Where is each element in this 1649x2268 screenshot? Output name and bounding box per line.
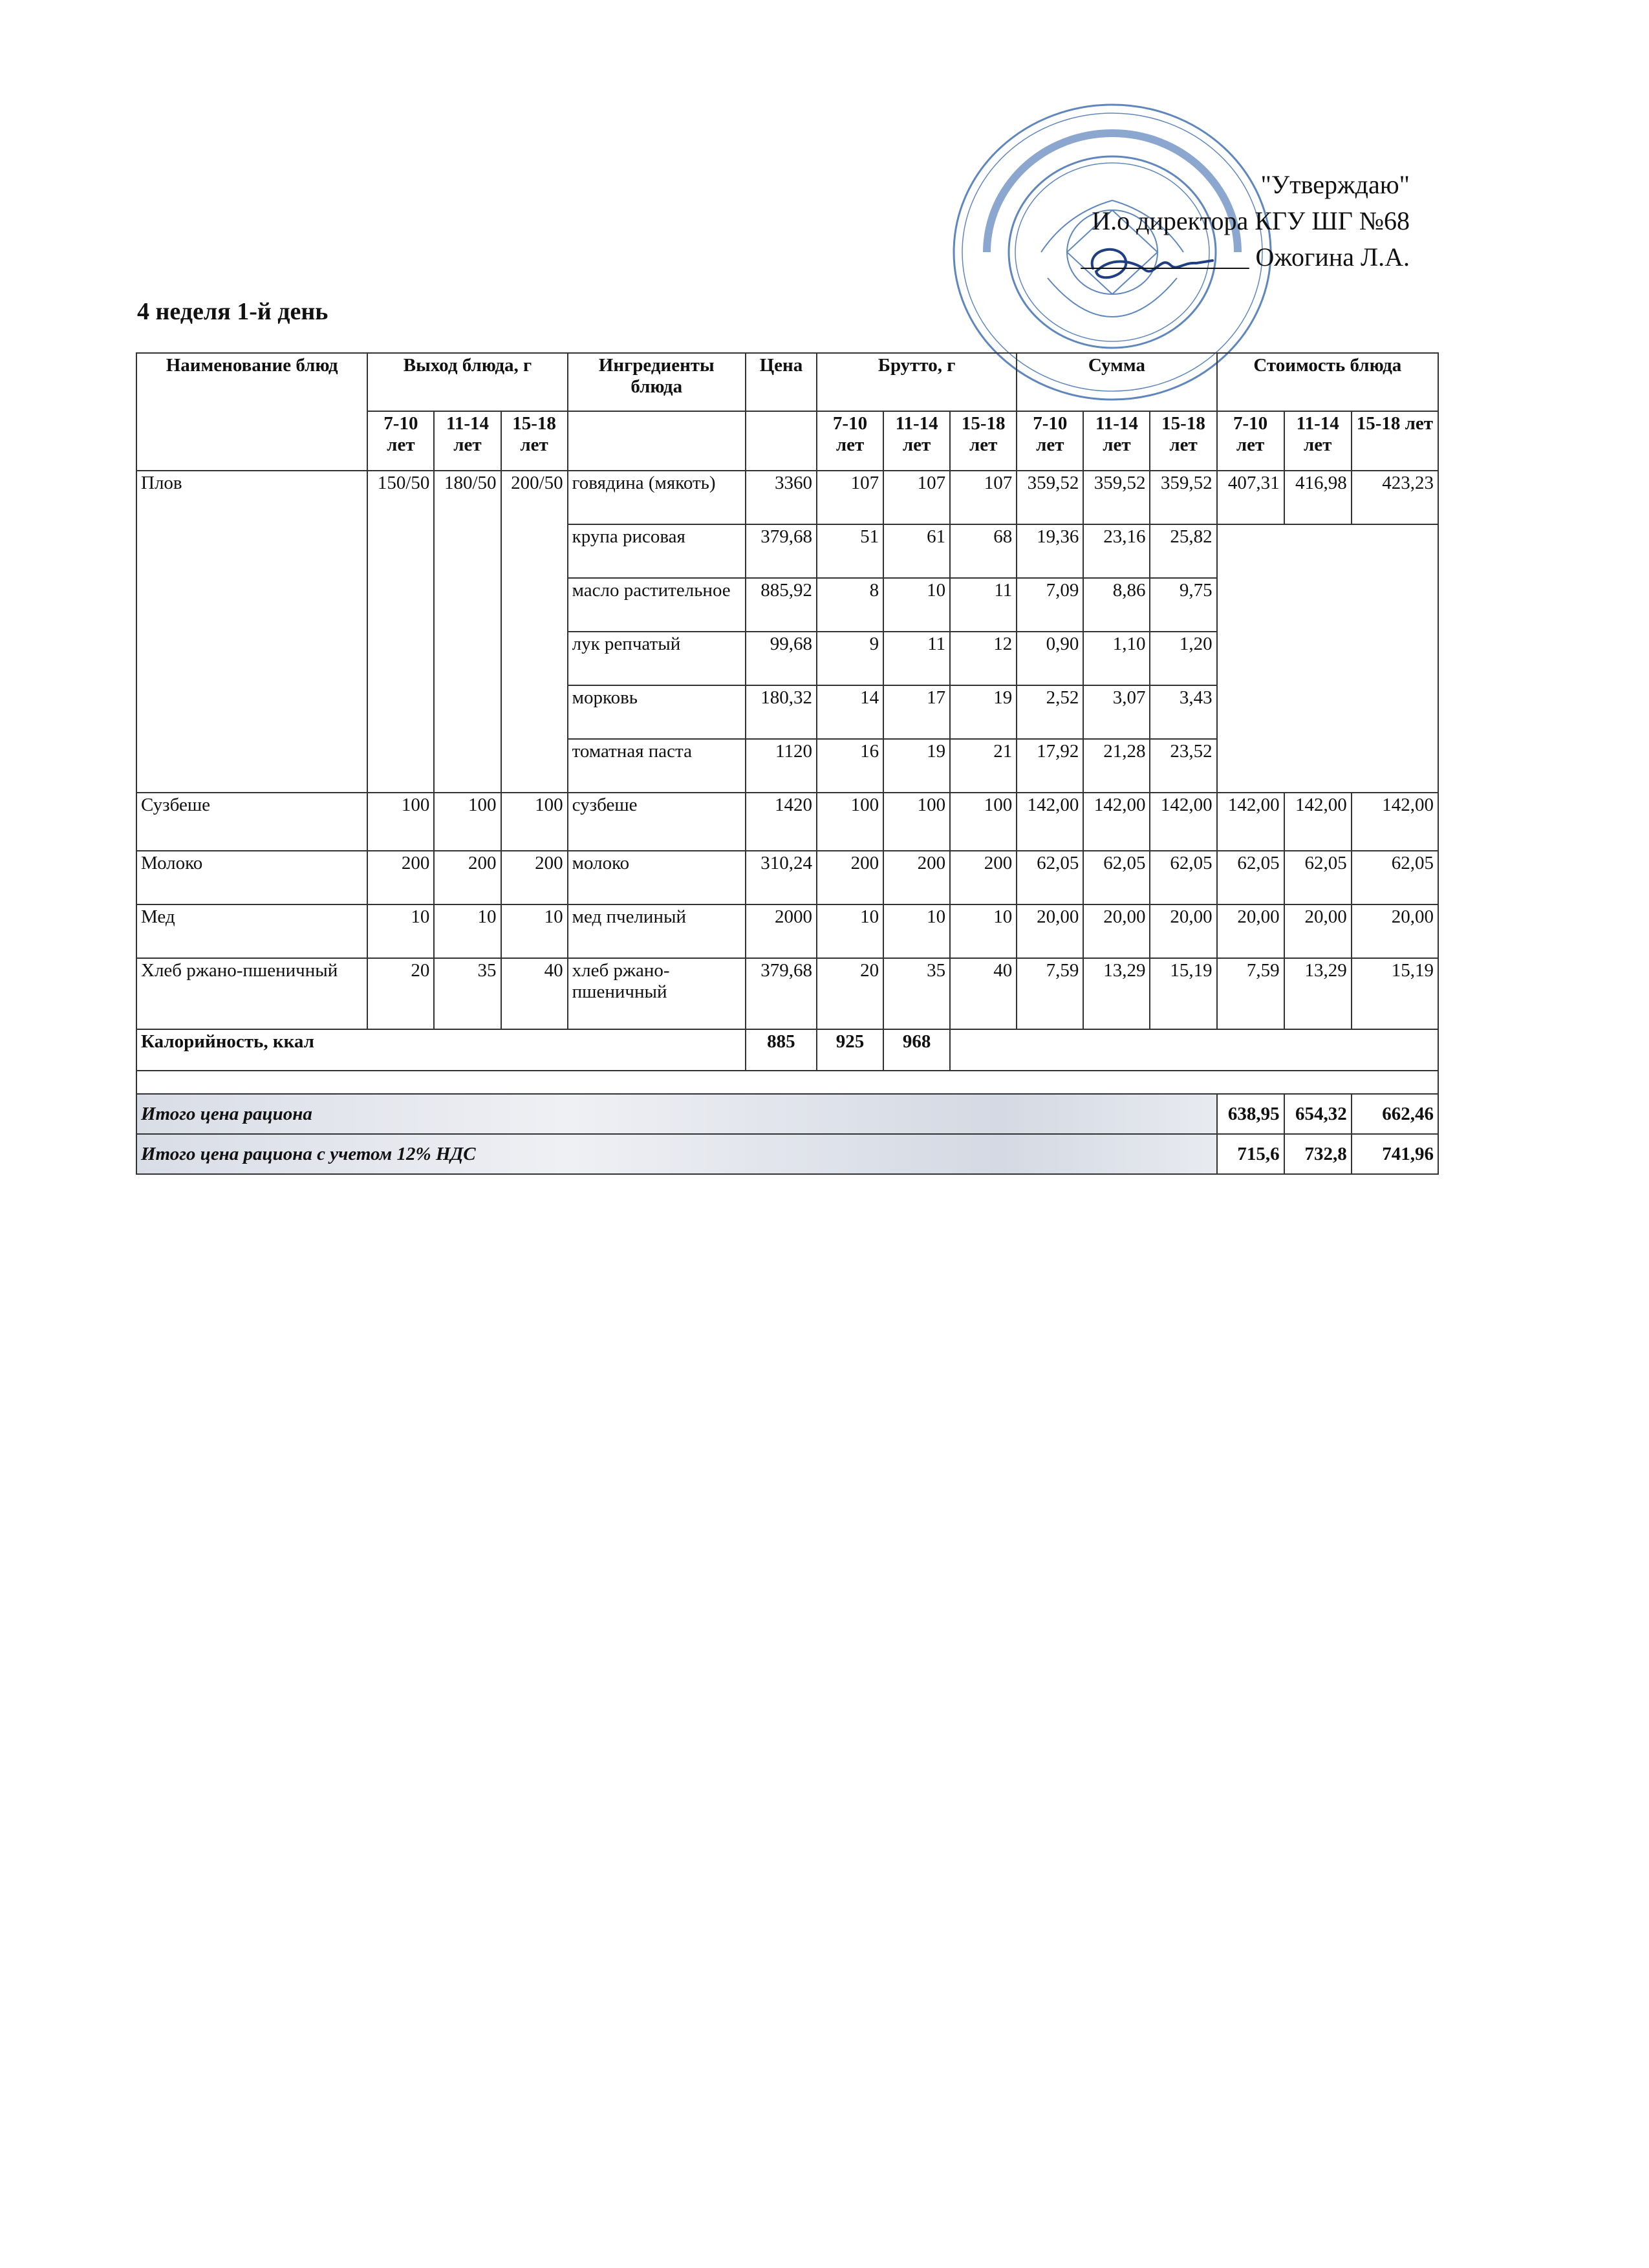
brutto-cell: 200 [883, 851, 950, 904]
brutto-cell: 51 [817, 524, 883, 578]
header-cost: Стоимость блюда [1217, 353, 1438, 411]
yield-cell: 200 [434, 851, 501, 904]
sum-cell: 15,19 [1150, 958, 1216, 1029]
cost-cell: 62,05 [1284, 851, 1352, 904]
sum-cell: 2,52 [1017, 685, 1083, 739]
brutto-cell: 12 [950, 632, 1017, 685]
sum-cell: 62,05 [1083, 851, 1150, 904]
header-sum: Сумма [1017, 353, 1216, 411]
ingredient-name: сузбеше [568, 793, 746, 851]
sum-cell: 17,92 [1017, 739, 1083, 793]
page-title: 4 неделя 1-й день [137, 298, 329, 325]
total-value: 638,95 [1217, 1094, 1284, 1134]
header-age: 7-10 лет [817, 411, 883, 471]
cost-cell: 7,59 [1217, 958, 1284, 1029]
yield-cell: 200 [367, 851, 434, 904]
table-row [136, 471, 1438, 524]
yield-cell: 10 [501, 904, 568, 958]
dish-name: Молоко [136, 851, 367, 904]
sum-cell: 0,90 [1017, 632, 1083, 685]
cost-cell: 407,31 [1217, 471, 1284, 524]
brutto-cell: 10 [950, 904, 1017, 958]
sum-cell: 25,82 [1150, 524, 1216, 578]
header-age: 7-10 лет [367, 411, 434, 471]
brutto-cell: 19 [883, 739, 950, 793]
calories-label: Калорийность, ккал [136, 1029, 746, 1071]
ingredient-name: морковь [568, 685, 746, 739]
menu-table [136, 352, 1439, 1175]
sum-cell: 23,16 [1083, 524, 1150, 578]
brutto-cell: 40 [950, 958, 1017, 1029]
ingredient-name: мед пчелиный [568, 904, 746, 958]
cost-cell: 142,00 [1284, 793, 1352, 851]
sum-cell: 1,20 [1150, 632, 1216, 685]
ingredient-name: молоко [568, 851, 746, 904]
sum-cell: 142,00 [1017, 793, 1083, 851]
calories-value: 925 [817, 1029, 883, 1071]
total-row [136, 1094, 1438, 1134]
table-row [136, 958, 1438, 1029]
dish-name: Хлеб ржано-пшеничный [136, 958, 367, 1029]
approval-block [1009, 167, 1410, 275]
header-price: Цена [746, 353, 817, 411]
brutto-cell: 200 [950, 851, 1017, 904]
sum-cell: 359,52 [1083, 471, 1150, 524]
brutto-cell: 9 [817, 632, 883, 685]
brutto-cell: 35 [883, 958, 950, 1029]
price-cell: 180,32 [746, 685, 817, 739]
total-vat-row [136, 1134, 1438, 1174]
sum-cell: 9,75 [1150, 578, 1216, 632]
sum-cell: 359,52 [1017, 471, 1083, 524]
sum-cell: 359,52 [1150, 471, 1216, 524]
sum-cell: 7,59 [1017, 958, 1083, 1029]
yield-cell: 35 [434, 958, 501, 1029]
sum-cell: 1,10 [1083, 632, 1150, 685]
table-row [136, 793, 1438, 851]
cost-cell: 142,00 [1352, 793, 1438, 851]
yield-cell: 150/50 [367, 471, 434, 793]
yield-cell: 100 [434, 793, 501, 851]
yield-cell: 200/50 [501, 471, 568, 793]
brutto-cell: 68 [950, 524, 1017, 578]
sum-cell: 62,05 [1150, 851, 1216, 904]
yield-cell: 10 [434, 904, 501, 958]
ingredient-name: лук репчатый [568, 632, 746, 685]
cost-cell: 62,05 [1217, 851, 1284, 904]
brutto-cell: 14 [817, 685, 883, 739]
sum-cell: 20,00 [1083, 904, 1150, 958]
cost-cell: 423,23 [1352, 471, 1438, 524]
brutto-cell: 11 [883, 632, 950, 685]
brutto-cell: 10 [883, 904, 950, 958]
ingredient-name: масло растительное [568, 578, 746, 632]
brutto-cell: 100 [950, 793, 1017, 851]
cost-cell: 62,05 [1352, 851, 1438, 904]
header-age: 15-18 лет [1150, 411, 1216, 471]
table-row [136, 851, 1438, 904]
header-age: 11-14 лет [1284, 411, 1352, 471]
price-cell: 3360 [746, 471, 817, 524]
header-age: 15-18 лет [501, 411, 568, 471]
sum-cell: 142,00 [1083, 793, 1150, 851]
sum-cell: 3,43 [1150, 685, 1216, 739]
cost-cell: 13,29 [1284, 958, 1352, 1029]
cost-cell: 20,00 [1352, 904, 1438, 958]
brutto-cell: 19 [950, 685, 1017, 739]
total-label: Итого цена рациона [136, 1094, 1217, 1134]
yield-cell: 40 [501, 958, 568, 1029]
brutto-cell: 16 [817, 739, 883, 793]
price-cell: 310,24 [746, 851, 817, 904]
price-cell: 885,92 [746, 578, 817, 632]
dish-name: Мед [136, 904, 367, 958]
header-age: 11-14 лет [883, 411, 950, 471]
header-age: 15-18 лет [1352, 411, 1438, 471]
approval-position: И.о директора КГУ ШГ №68 [1092, 206, 1410, 235]
cost-cell: 15,19 [1352, 958, 1438, 1029]
price-cell: 379,68 [746, 958, 817, 1029]
yield-cell: 10 [367, 904, 434, 958]
total-vat-value: 732,8 [1284, 1134, 1352, 1174]
brutto-cell: 10 [883, 578, 950, 632]
sum-cell: 21,28 [1083, 739, 1150, 793]
approval-name: _____________ Ожогина Л.А. [1081, 242, 1410, 272]
brutto-cell: 100 [817, 793, 883, 851]
header-age: 11-14 лет [434, 411, 501, 471]
sum-cell: 23,52 [1150, 739, 1216, 793]
brutto-cell: 17 [883, 685, 950, 739]
ingredient-name: говядина (мякоть) [568, 471, 746, 524]
price-cell: 1420 [746, 793, 817, 851]
sum-cell: 7,09 [1017, 578, 1083, 632]
header-age: 7-10 лет [1217, 411, 1284, 471]
sum-cell: 20,00 [1150, 904, 1216, 958]
total-value: 654,32 [1284, 1094, 1352, 1134]
sum-cell: 20,00 [1017, 904, 1083, 958]
header-age: 15-18 лет [950, 411, 1017, 471]
cost-cell: 416,98 [1284, 471, 1352, 524]
yield-cell: 100 [367, 793, 434, 851]
calories-value: 968 [883, 1029, 950, 1071]
yield-cell: 20 [367, 958, 434, 1029]
ingredient-name: крупа рисовая [568, 524, 746, 578]
yield-cell: 180/50 [434, 471, 501, 793]
cost-cell: 142,00 [1217, 793, 1284, 851]
brutto-cell: 11 [950, 578, 1017, 632]
header-row-1 [136, 353, 1438, 411]
brutto-cell: 21 [950, 739, 1017, 793]
brutto-cell: 107 [817, 471, 883, 524]
cost-cell: 20,00 [1284, 904, 1352, 958]
brutto-cell: 8 [817, 578, 883, 632]
header-brutto: Брутто, г [817, 353, 1017, 411]
total-vat-label: Итого цена рациона с учетом 12% НДС [136, 1134, 1217, 1174]
ingredient-name: томатная паста [568, 739, 746, 793]
sum-cell: 13,29 [1083, 958, 1150, 1029]
cost-merged-empty [1217, 524, 1438, 793]
sum-cell: 19,36 [1017, 524, 1083, 578]
brutto-cell: 61 [883, 524, 950, 578]
cost-cell: 20,00 [1217, 904, 1284, 958]
ingredient-name: хлеб ржано-пшеничный [568, 958, 746, 1029]
price-cell: 379,68 [746, 524, 817, 578]
brutto-cell: 10 [817, 904, 883, 958]
brutto-cell: 100 [883, 793, 950, 851]
sum-cell: 3,07 [1083, 685, 1150, 739]
yield-cell: 200 [501, 851, 568, 904]
table-row [136, 904, 1438, 958]
header-name: Наименование блюд [136, 353, 367, 471]
price-cell: 1120 [746, 739, 817, 793]
header-yield: Выход блюда, г [367, 353, 567, 411]
calories-value: 885 [746, 1029, 817, 1071]
total-value: 662,46 [1352, 1094, 1438, 1134]
spacer-row [136, 1071, 1438, 1094]
dish-name: Плов [136, 471, 367, 793]
total-vat-value: 715,6 [1217, 1134, 1284, 1174]
brutto-cell: 107 [950, 471, 1017, 524]
brutto-cell: 20 [817, 958, 883, 1029]
header-age: 11-14 лет [1083, 411, 1150, 471]
header-age: 7-10 лет [1017, 411, 1083, 471]
brutto-cell: 107 [883, 471, 950, 524]
sum-cell: 142,00 [1150, 793, 1216, 851]
header-ingredients: Ингредиенты блюда [568, 353, 746, 411]
sum-cell: 62,05 [1017, 851, 1083, 904]
yield-cell: 100 [501, 793, 568, 851]
price-cell: 2000 [746, 904, 817, 958]
sum-cell: 8,86 [1083, 578, 1150, 632]
calories-row [136, 1029, 1438, 1071]
price-cell: 99,68 [746, 632, 817, 685]
total-vat-value: 741,96 [1352, 1134, 1438, 1174]
calories-empty [950, 1029, 1438, 1071]
brutto-cell: 200 [817, 851, 883, 904]
dish-name: Сузбеше [136, 793, 367, 851]
approval-heading: "Утверждаю" [1260, 170, 1410, 199]
